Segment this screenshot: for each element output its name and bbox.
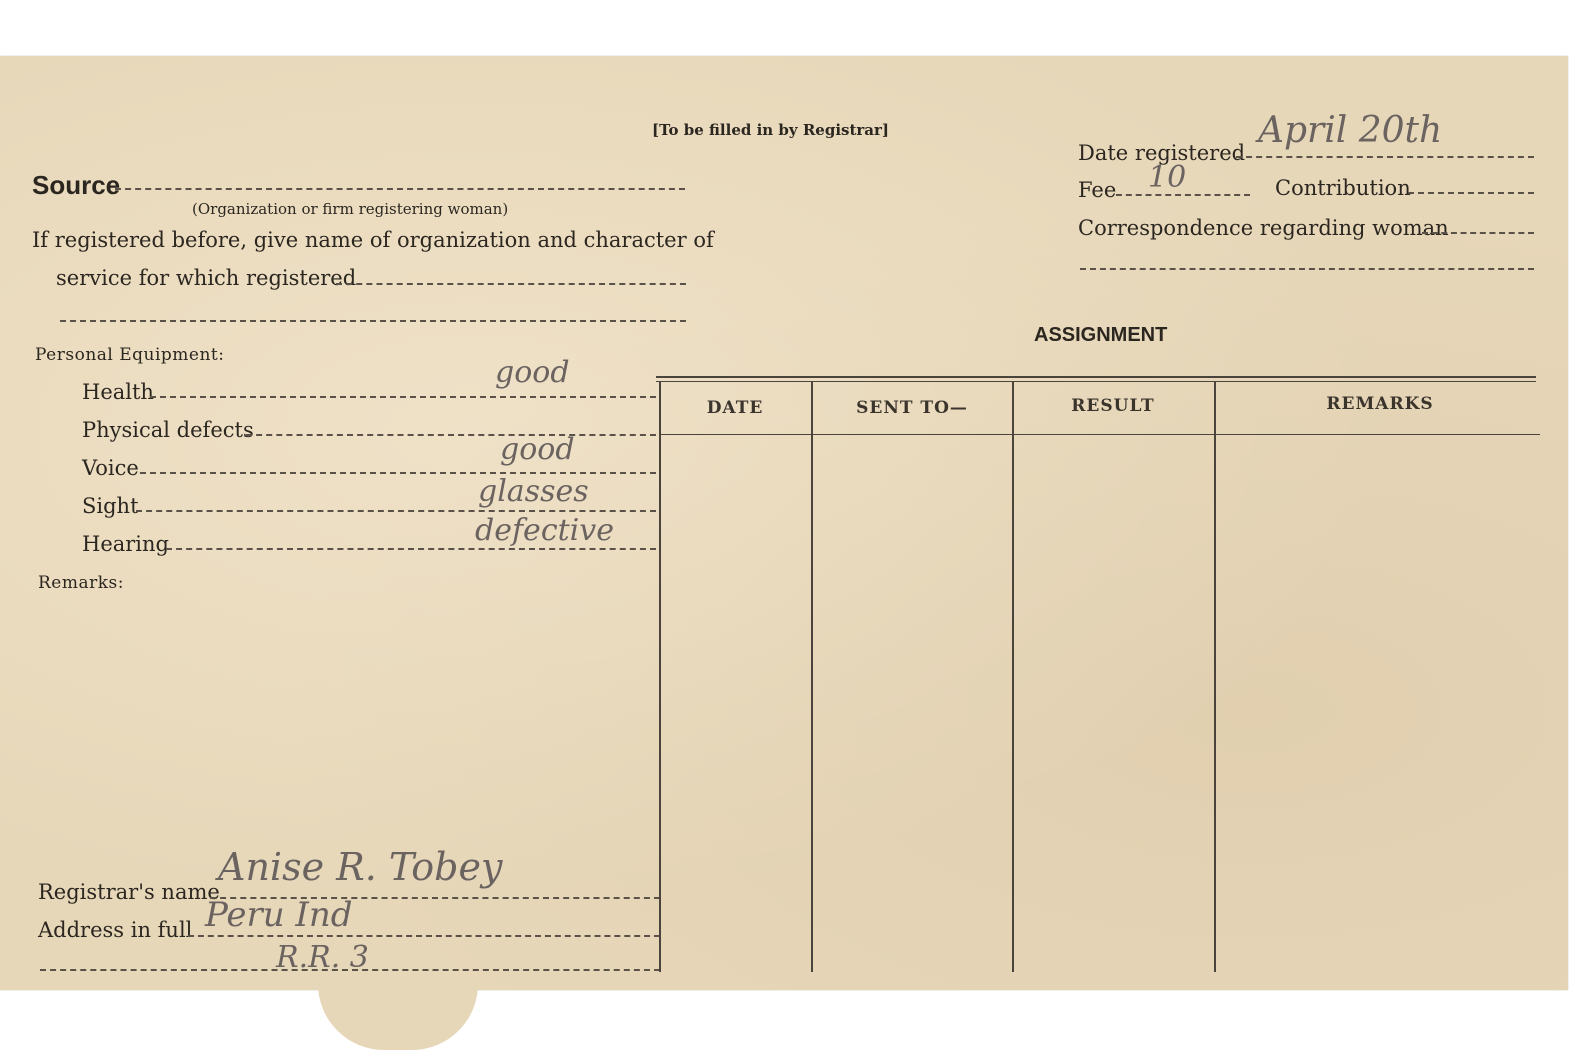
address-value: Peru Ind — [205, 895, 353, 935]
voice-label: Voice — [82, 456, 139, 480]
card-tab — [318, 984, 478, 1050]
contribution-line — [1408, 192, 1534, 194]
health-value: good — [495, 355, 570, 390]
table-top-rule — [656, 376, 1536, 378]
source-label: Source — [32, 170, 121, 200]
fee-value: 10 — [1148, 160, 1187, 195]
registered-before-line-extra — [60, 320, 686, 322]
source-line — [115, 188, 685, 190]
correspondence-line-2 — [1080, 268, 1534, 270]
physical-defects-line — [246, 434, 656, 436]
sight-value: glasses — [478, 474, 589, 509]
table-header-rule — [660, 434, 1540, 435]
personal-equipment-heading: Personal Equipment: — [35, 345, 225, 365]
assignment-title: ASSIGNMENT — [1034, 324, 1168, 346]
registrar-name-value: Anise R. Tobey — [218, 845, 503, 889]
table-border-left — [659, 382, 661, 972]
hearing-line — [166, 548, 656, 550]
address-line — [188, 935, 660, 937]
col-date: DATE — [706, 398, 764, 418]
physical-defects-label: Physical defects — [82, 418, 254, 442]
voice-value: good — [500, 432, 575, 467]
registered-before-line — [336, 283, 686, 285]
health-label: Health — [82, 380, 154, 404]
address-label: Address in full — [38, 918, 193, 942]
sight-line — [136, 510, 656, 512]
address-value-2: R.R. 3 — [276, 940, 369, 975]
sight-label: Sight — [82, 494, 139, 518]
correspondence-label: Correspondence regarding woman — [1078, 216, 1449, 240]
col-sent-to: SENT TO— — [856, 398, 968, 418]
col-result: RESULT — [1071, 396, 1155, 416]
table-top-rule-2 — [656, 381, 1536, 382]
fee-label: Fee — [1078, 178, 1117, 202]
date-registered-value: April 20th — [1258, 110, 1443, 151]
col-remarks: REMARKS — [1326, 394, 1434, 414]
table-divider-3 — [1214, 382, 1216, 972]
hearing-value: defective — [475, 513, 614, 548]
remarks-heading: Remarks: — [38, 573, 124, 593]
registered-before-line2: service for which registered — [56, 266, 357, 290]
contribution-label: Contribution — [1275, 176, 1411, 200]
source-sub: (Organization or firm registering woman) — [192, 200, 509, 218]
health-line — [150, 396, 656, 398]
table-divider-2 — [1012, 382, 1014, 972]
registrar-name-label: Registrar's name — [38, 880, 220, 904]
hearing-label: Hearing — [82, 532, 169, 556]
date-registered-label: Date registered — [1078, 141, 1246, 165]
date-registered-line — [1236, 156, 1534, 158]
table-divider-1 — [811, 382, 813, 972]
registrar-note: [To be filled in by Registrar] — [652, 121, 890, 139]
registered-before-line1: If registered before, give name of organization and character of — [32, 228, 714, 252]
correspondence-line — [1422, 232, 1534, 234]
